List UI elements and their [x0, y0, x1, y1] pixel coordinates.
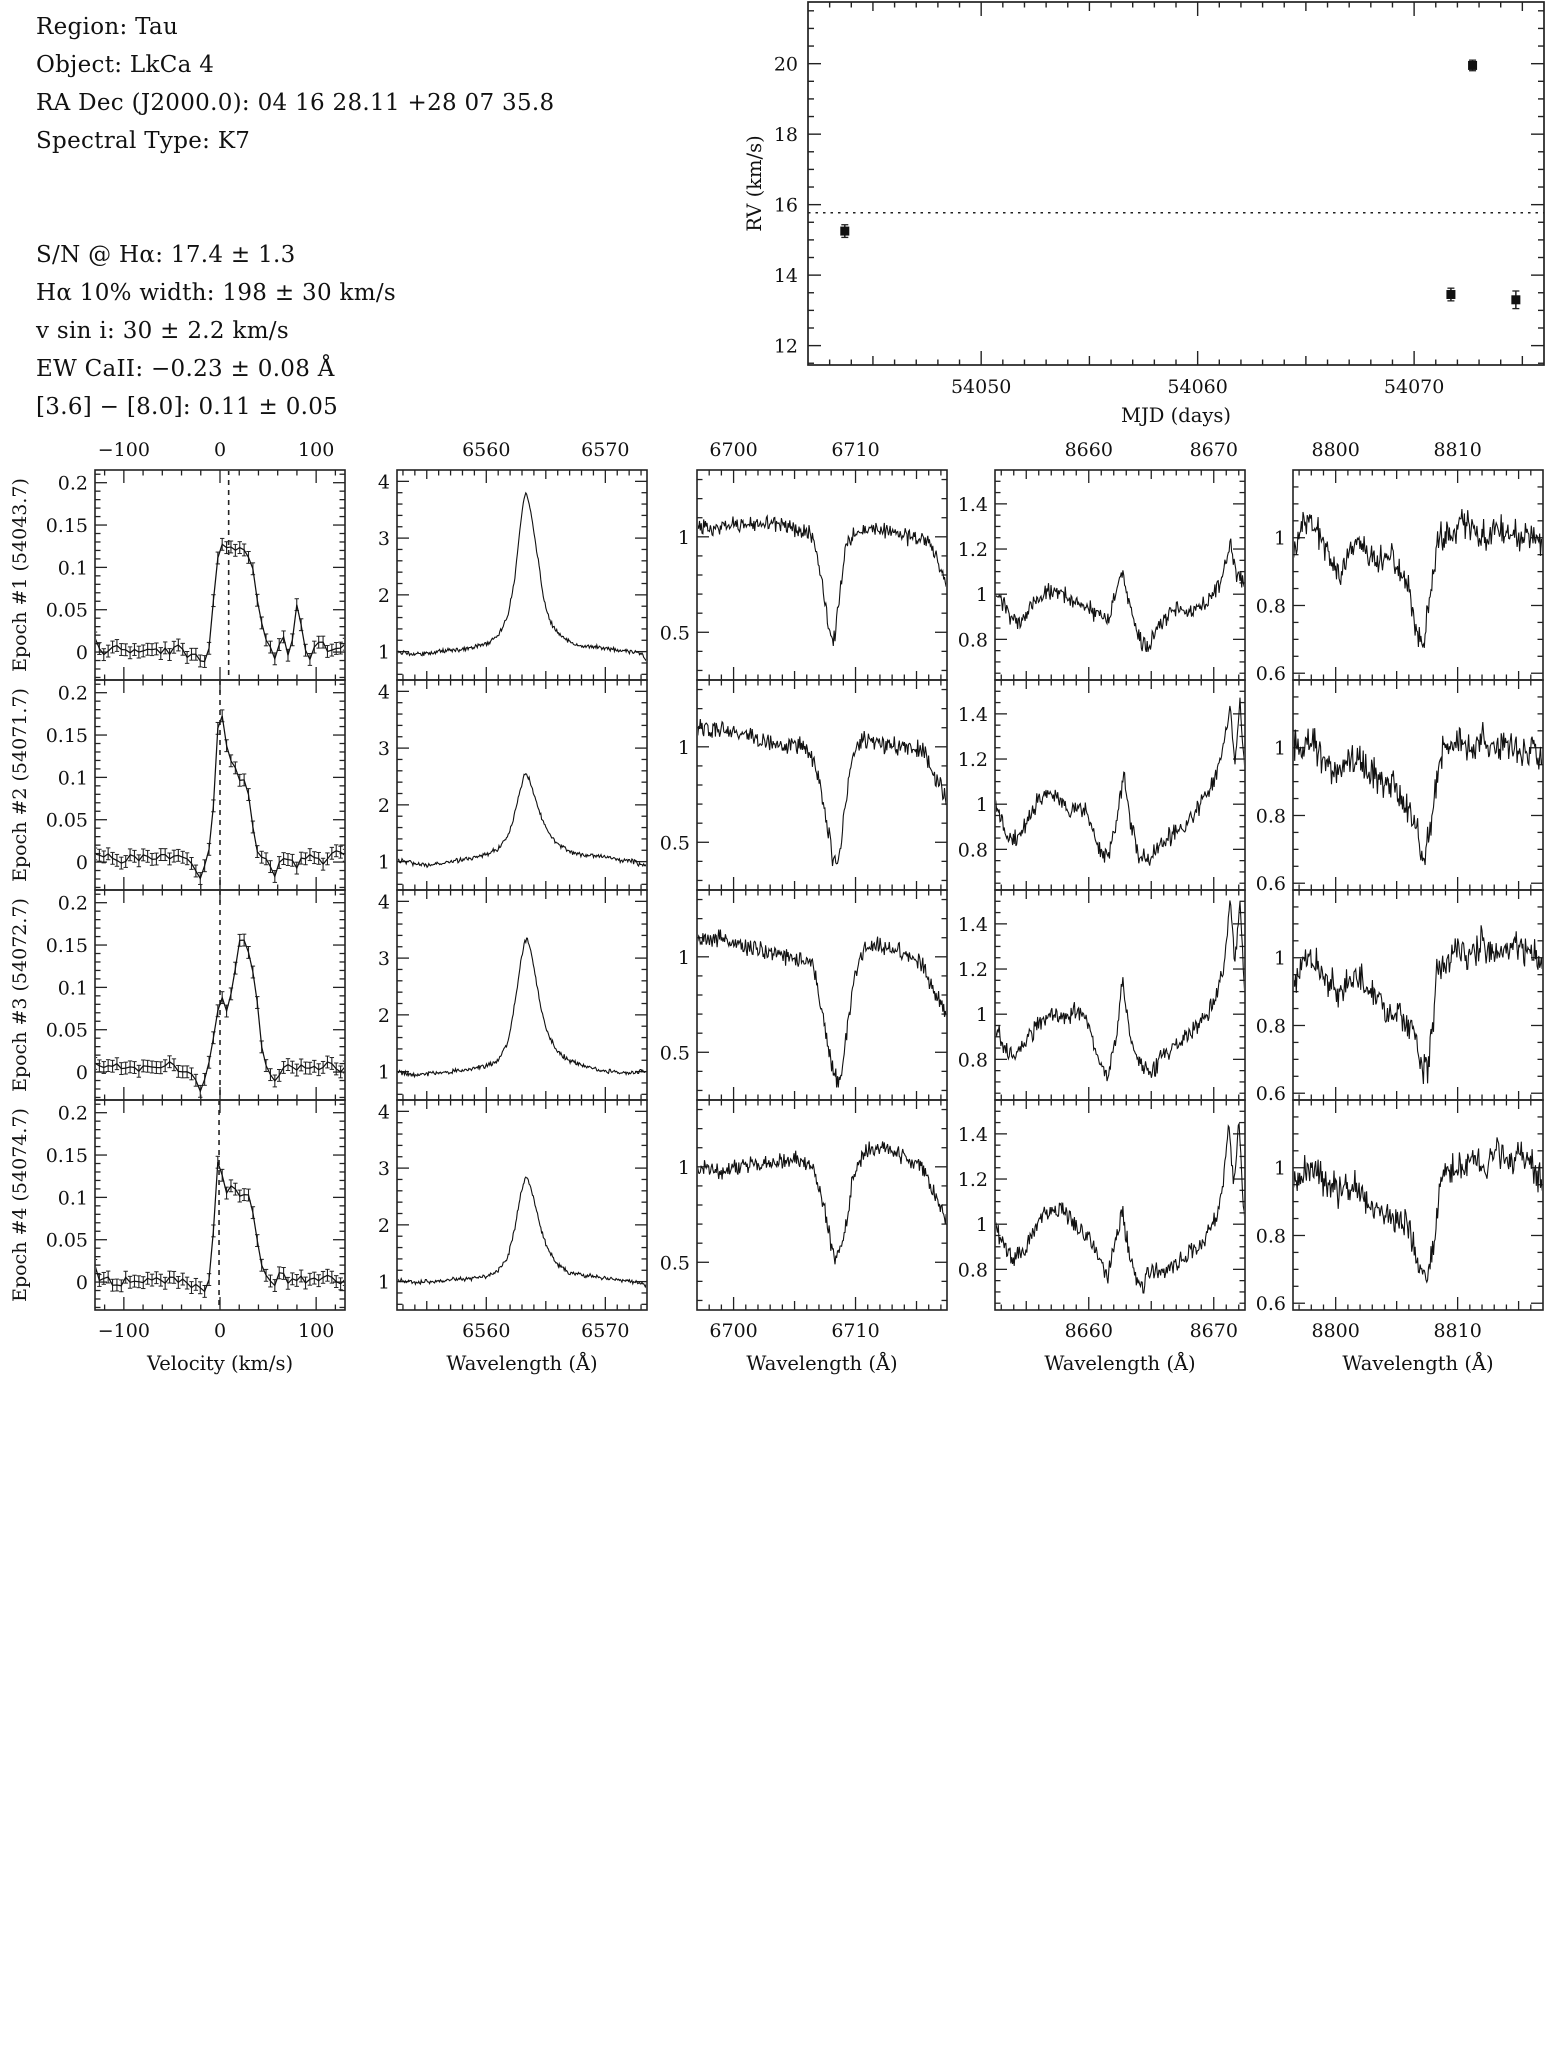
spectrum-curve-group	[1293, 1137, 1543, 1282]
info-spectral-type: Spectral Type: K7	[36, 128, 251, 154]
panel-y-tick-label: 0.6	[1255, 1293, 1286, 1316]
info-object: Object: LkCa 4	[36, 52, 215, 78]
spectrum-curve-group	[93, 1100, 347, 1310]
panel-frame	[1293, 890, 1543, 1100]
rv-y-tick-label: 18	[773, 124, 798, 147]
spectrum-line	[1293, 925, 1543, 1084]
spectrum-line	[1293, 1137, 1543, 1282]
panel-y-tick-label: 4	[377, 1101, 390, 1124]
spectrum-panel	[660, 470, 947, 680]
panel-y-tick-label: 2	[377, 584, 390, 607]
spectrum-curve-group	[697, 930, 947, 1088]
col-top-tick-label: 6710	[831, 439, 880, 461]
panel-y-tick-label: 1	[1273, 737, 1286, 760]
panel-y-tick-label: 3	[377, 738, 390, 761]
panel-y-tick-label: 0.8	[957, 1049, 988, 1072]
panel-y-tick-label: 3	[377, 528, 390, 551]
col-x-axis-title: Wavelength (Å)	[446, 1352, 598, 1375]
panel-frame	[697, 470, 947, 680]
spectrum-curve-group	[397, 774, 647, 868]
panel-y-tick-label: 1	[1273, 947, 1286, 970]
spectrum-line	[697, 719, 947, 866]
panel-y-tick-label: 0.1	[57, 1187, 88, 1210]
spectrum-curve-group	[697, 719, 947, 866]
panel-frame	[95, 470, 345, 680]
rv-y-tick-label: 14	[773, 265, 798, 288]
rv-x-tick-label: 54070	[1383, 376, 1445, 398]
spectrum-panel	[958, 680, 1245, 890]
spectrum-curve-group	[93, 470, 347, 680]
panel-y-tick-label: 0.8	[1255, 805, 1286, 828]
col-x-axis-title: Velocity (km/s)	[146, 1352, 294, 1375]
panel-y-tick-label: 0.6	[1255, 663, 1286, 686]
col-bottom-tick-label: 6700	[709, 1320, 758, 1342]
col-top-tick-label: 6560	[462, 439, 511, 461]
col-bottom-tick-label: 6560	[462, 1320, 511, 1342]
panel-y-tick-label: 0.05	[45, 1019, 88, 1042]
rv-x-axis-title: MJD (days)	[1121, 404, 1231, 427]
panel-y-tick-label: 0.8	[957, 629, 988, 652]
panel-y-tick-label: 1.2	[957, 959, 988, 982]
panel-frame	[1293, 470, 1543, 680]
col-bottom-tick-label: 8810	[1433, 1320, 1482, 1342]
info-halpha-width: Hα 10% width: 198 ± 30 km/s	[36, 280, 396, 306]
panel-y-tick-label: 1	[1273, 527, 1286, 550]
panel-y-tick-label: 1	[677, 946, 690, 969]
panel-frame	[1293, 680, 1543, 890]
col-bottom-tick-label: 6710	[831, 1320, 880, 1342]
info-irac-color: [3.6] − [8.0]: 0.11 ± 0.05	[36, 394, 339, 420]
spectrum-line	[397, 493, 647, 661]
spectrum-panel	[378, 470, 647, 680]
panel-y-tick-label: 0.5	[659, 832, 690, 855]
panel-y-tick-label: 0.6	[1255, 873, 1286, 896]
spectrum-curve-group	[1293, 509, 1543, 648]
panel-y-tick-label: 0.6	[1255, 1083, 1286, 1106]
col-bottom-tick-label: 6570	[581, 1320, 630, 1342]
panel-y-tick-label: 1.4	[957, 1123, 988, 1146]
panel-y-tick-label: 1	[975, 584, 988, 607]
panel-y-tick-label: 0.2	[57, 682, 88, 705]
col-top-tick-label: −100	[97, 439, 150, 461]
panel-y-tick-label: 0	[75, 852, 88, 875]
spectrum-curve-group	[397, 493, 647, 661]
epoch-row-label: Epoch #3 (54072.7)	[9, 898, 31, 1092]
panel-y-tick-label: 1	[677, 1156, 690, 1179]
panel-y-tick-label: 3	[377, 1158, 390, 1181]
spectrum-curve-group	[93, 890, 347, 1100]
panel-y-tick-label: 1	[975, 1214, 988, 1237]
panel-y-tick-label: 0.05	[45, 599, 88, 622]
col-bottom-tick-label: 8800	[1311, 1320, 1360, 1342]
spectrum-line	[397, 938, 647, 1077]
panel-y-tick-label: 1.4	[957, 703, 988, 726]
col-x-axis-title: Wavelength (Å)	[746, 1352, 898, 1375]
rv-y-tick-label: 16	[773, 194, 798, 217]
info-ra-dec: RA Dec (J2000.0): 04 16 28.11 +28 07 35.8	[36, 90, 555, 116]
spectrum-curve-group	[1293, 722, 1543, 865]
panel-y-tick-label: 1.2	[957, 539, 988, 562]
spectrum-curve-group	[697, 516, 947, 646]
panel-y-tick-label: 2	[377, 1214, 390, 1237]
panel-y-tick-label: 1	[677, 736, 690, 759]
spectrum-line	[397, 1177, 647, 1288]
panel-frame	[995, 890, 1245, 1100]
panel-y-tick-label: 1	[975, 794, 988, 817]
epoch-row-label: Epoch #1 (54043.7)	[9, 478, 31, 672]
spectrum-line	[1293, 722, 1543, 865]
spectrum-curve-group	[397, 938, 647, 1077]
rv-x-tick-label: 54060	[1167, 376, 1228, 398]
panel-frame	[995, 470, 1245, 680]
info-ew-caii: EW CaII: −0.23 ± 0.08 Å	[36, 356, 335, 382]
spectrum-line	[995, 698, 1245, 866]
col-top-tick-label: 8800	[1311, 439, 1360, 461]
panel-y-tick-label: 0	[75, 642, 88, 665]
panel-y-tick-label: 0.1	[57, 557, 88, 580]
spectrum-panel	[660, 890, 947, 1100]
panel-y-tick-label: 0.8	[957, 1259, 988, 1282]
panel-frame	[397, 890, 647, 1100]
panel-frame	[1293, 1100, 1543, 1310]
spectrum-line	[697, 516, 947, 646]
rv-x-tick-label: 54050	[950, 376, 1012, 398]
rv-y-tick-label: 12	[773, 335, 798, 358]
col-top-tick-label: 6570	[581, 439, 630, 461]
panel-y-tick-label: 1	[377, 1271, 390, 1294]
rv-y-axis-title: RV (km/s)	[743, 135, 766, 232]
rv-y-tick-label: 20	[773, 53, 798, 76]
spectrum-panel	[378, 1100, 647, 1310]
spectrum-curve-group	[995, 901, 1245, 1082]
col-top-tick-label: 8810	[1433, 439, 1482, 461]
rv-data-point	[1511, 295, 1520, 304]
panel-y-tick-label: 0	[75, 1062, 88, 1085]
panel-y-tick-label: 2	[377, 794, 390, 817]
col-x-axis-title: Wavelength (Å)	[1342, 1352, 1494, 1375]
rv-data-point	[1468, 61, 1477, 70]
panel-y-tick-label: 1.2	[957, 749, 988, 772]
panel-frame	[697, 890, 947, 1100]
spectrum-panel	[660, 1100, 947, 1310]
panel-y-tick-label: 0.8	[957, 839, 988, 862]
panel-y-tick-label: 0.15	[45, 515, 88, 538]
panel-y-tick-label: 1	[377, 1061, 390, 1084]
panel-y-tick-label: 0.15	[45, 1145, 88, 1168]
panel-y-tick-label: 0.15	[45, 935, 88, 958]
panel-y-tick-label: 0.8	[1255, 1015, 1286, 1038]
panel-y-tick-label: 1	[677, 526, 690, 549]
col-top-tick-label: 0	[213, 439, 227, 461]
spectrum-line	[1293, 509, 1543, 648]
spectrum-curve-group	[1293, 925, 1543, 1084]
col-bottom-tick-label: −100	[97, 1320, 150, 1342]
panel-y-tick-label: 1	[377, 641, 390, 664]
rv-data-point	[840, 227, 849, 236]
spectrum-panel	[958, 1100, 1245, 1310]
panel-y-tick-label: 1	[377, 851, 390, 874]
panel-y-tick-label: 4	[377, 681, 390, 704]
panel-y-tick-label: 0.8	[1255, 1225, 1286, 1248]
spectrum-panel	[46, 890, 348, 1100]
spectrum-line	[995, 539, 1245, 652]
panel-y-tick-label: 0.2	[57, 472, 88, 495]
panel-y-tick-label: 3	[377, 948, 390, 971]
panel-frame	[995, 1100, 1245, 1310]
panel-y-tick-label: 1.2	[957, 1169, 988, 1192]
spectrum-panel	[378, 890, 647, 1100]
panel-y-tick-label: 0.5	[659, 1252, 690, 1275]
panel-y-tick-label: 0	[75, 1272, 88, 1295]
info-vsini: v sin i: 30 ± 2.2 km/s	[36, 318, 289, 344]
spectrum-panel	[958, 470, 1245, 680]
epoch-row-label: Epoch #4 (54074.7)	[9, 1108, 31, 1302]
panel-y-tick-label: 1.4	[957, 913, 988, 936]
spectrum-panel	[1256, 680, 1543, 895]
panel-y-tick-label: 0.2	[57, 892, 88, 915]
col-x-axis-title: Wavelength (Å)	[1044, 1352, 1196, 1375]
panel-y-tick-label: 4	[377, 891, 390, 914]
panel-y-tick-label: 0.1	[57, 977, 88, 1000]
spectrum-panel	[1256, 1100, 1543, 1315]
spectrum-line	[995, 901, 1245, 1082]
spectrum-line	[397, 774, 647, 868]
panel-y-tick-label: 0.05	[45, 1229, 88, 1252]
panel-y-tick-label: 1	[1273, 1157, 1286, 1180]
spectrum-curve-group	[995, 698, 1245, 866]
panel-y-tick-label: 1.4	[957, 493, 988, 516]
spectrum-curve-group	[397, 1177, 647, 1288]
panel-frame	[995, 680, 1245, 890]
spectrum-panel	[46, 680, 348, 890]
col-bottom-tick-label: 0	[213, 1320, 227, 1342]
spectrum-panel	[46, 470, 348, 680]
spectrum-panel	[46, 1100, 348, 1310]
rv-plot	[743, 2, 1544, 427]
spectrum-panel	[958, 890, 1245, 1100]
panel-y-tick-label: 0.15	[45, 725, 88, 748]
col-bottom-tick-label: 8660	[1064, 1320, 1113, 1342]
spectrum-curve-group	[93, 680, 347, 890]
spectra-grid	[9, 439, 1543, 1375]
spectrum-line	[995, 1124, 1245, 1293]
panel-y-tick-label: 0.1	[57, 767, 88, 790]
panel-y-tick-label: 4	[377, 471, 390, 494]
info-region: Region: Tau	[36, 14, 179, 40]
rv-data-point	[1446, 290, 1455, 299]
panel-y-tick-label: 0.2	[57, 1102, 88, 1125]
spectrum-curve-group	[995, 1124, 1245, 1293]
panel-y-tick-label: 0.8	[1255, 595, 1286, 618]
panel-frame	[697, 680, 947, 890]
col-bottom-tick-label: 100	[298, 1320, 335, 1342]
spectrum-curve-group	[995, 539, 1245, 652]
col-top-tick-label: 6700	[709, 439, 758, 461]
spectrum-panel	[1256, 470, 1543, 685]
panel-y-tick-label: 2	[377, 1004, 390, 1027]
spectrum-line	[697, 1141, 947, 1264]
col-bottom-tick-label: 8670	[1189, 1320, 1238, 1342]
spectrum-panel	[378, 680, 647, 890]
panel-y-tick-label: 0.5	[659, 622, 690, 645]
spectrum-panel	[660, 680, 947, 890]
epoch-row-label: Epoch #2 (54071.7)	[9, 688, 31, 882]
panel-frame	[95, 1100, 345, 1310]
spectrum-panel	[1256, 890, 1543, 1105]
spectrum-line	[697, 930, 947, 1088]
col-top-tick-label: 8660	[1064, 439, 1113, 461]
col-top-tick-label: 8670	[1189, 439, 1238, 461]
spectrum-curve-group	[697, 1141, 947, 1264]
col-top-tick-label: 100	[298, 439, 335, 461]
panel-y-tick-label: 0.05	[45, 809, 88, 832]
panel-y-tick-label: 1	[975, 1004, 988, 1027]
rv-plot-frame	[808, 2, 1544, 365]
info-sn-halpha: S/N @ Hα: 17.4 ± 1.3	[36, 242, 296, 268]
panel-y-tick-label: 0.5	[659, 1042, 690, 1065]
